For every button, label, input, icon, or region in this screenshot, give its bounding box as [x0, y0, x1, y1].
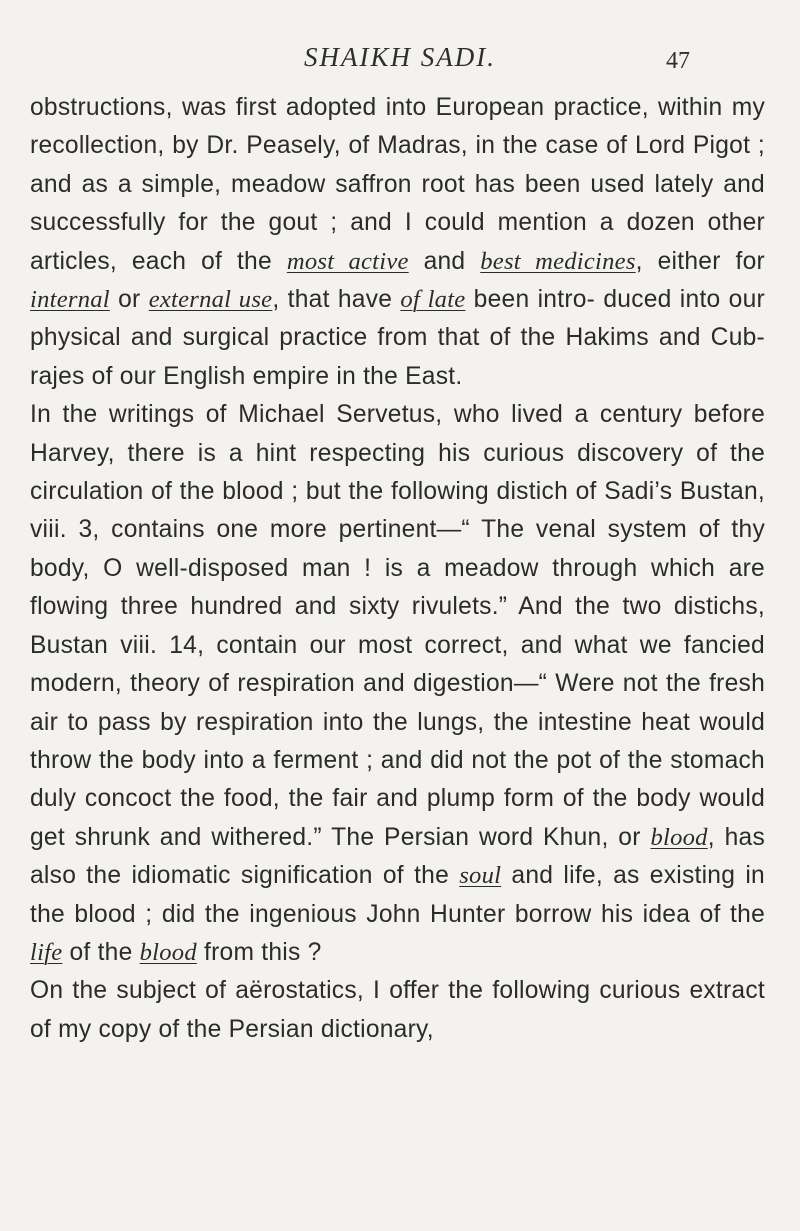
- emphasis-internal: internal: [30, 286, 110, 314]
- text-run: , either for: [635, 247, 765, 275]
- text-run: obstructions, was first adopted into European practice, within my recollection, by Dr. Peasely, of Madras, in the case of Lord Pigot ; and as a simple, meadow saffron root has been used lately and successfully for the gout ; and I could mention a dozen other articles, each of the: [30, 94, 765, 275]
- running-head: [0, 42, 800, 78]
- running-title: SHAIKH SADI.: [304, 42, 496, 72]
- text-run: In the writings of Michael Servetus, who lived a century before Harvey, there is a hint respecting his curious discovery of the circulation of the blood ; but the following distich of Sadi’s Bustan, viii. 3, contains one more pertinent—“ The venal system of thy body, O well-disposed man ! is a meadow through which are flowing three hundred and sixty rivulets.” And the two distichs, Bustan viii. 14, contain our most correct, and what we fancied modern, theory of respiration and digestion—“ Were not the fresh air to pass by respiration into the lungs, the intestine heat would throw the body into a ferment ; and did not the pot of the stomach duly concoct the food, the fair and plump form of the body would get shrunk and withered.” The Persian word Khun, or: [30, 401, 765, 851]
- emphasis-blood: blood: [139, 938, 197, 966]
- emphasis-life: life: [30, 938, 63, 966]
- text-run: On the subject of aërostatics, I offer the following curious extract of my copy of the Persian dictionary,: [30, 977, 765, 1043]
- emphasis-of-late: of late: [400, 286, 466, 314]
- text-run: been intro- duced into our physical and surgical practice from that of the Hakims and Cub-rajes of our English empire in the East.: [30, 286, 765, 390]
- emphasis-external-use: external use: [148, 286, 273, 314]
- text-run: , that have: [272, 286, 401, 314]
- emphasis-soul: soul: [459, 862, 502, 890]
- paragraph-2: [30, 396, 765, 972]
- text-run: , has also the idiomatic signification of the: [30, 823, 765, 890]
- page-number: 47: [666, 48, 690, 74]
- body-text: [30, 89, 765, 1049]
- emphasis-most-active: most active: [286, 247, 409, 275]
- text-run: from this ?: [196, 938, 322, 966]
- text-run: or: [109, 286, 149, 314]
- paragraph-1: [30, 89, 765, 396]
- text-run: and: [408, 247, 481, 275]
- text-run: of the: [62, 938, 140, 966]
- emphasis-best-medicines: best medicines: [480, 247, 636, 275]
- text-run: and life, as existing in the blood ; did the ingenious John Hunter borrow his idea of the: [30, 862, 765, 928]
- emphasis-blood: blood: [650, 823, 708, 851]
- paragraph-3: [30, 972, 765, 1049]
